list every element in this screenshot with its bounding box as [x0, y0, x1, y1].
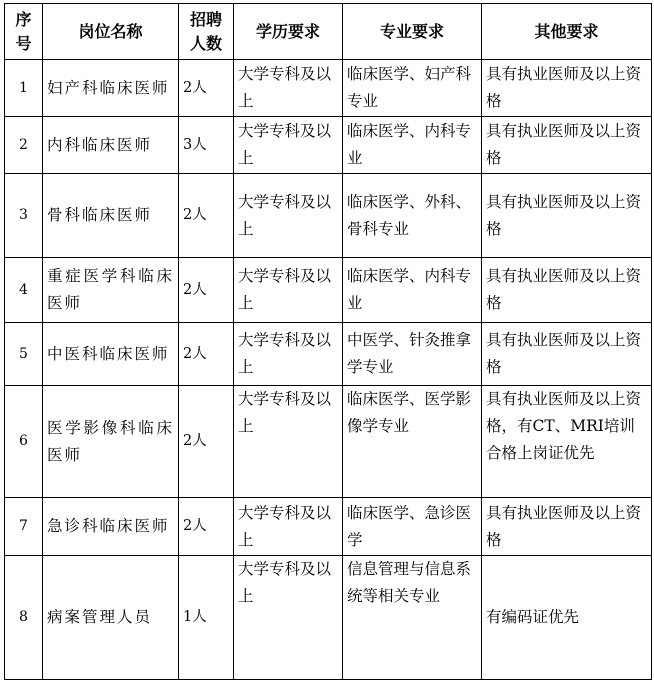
row-count: 2人 — [179, 174, 234, 258]
row-education: 大学专科及以上 — [234, 60, 343, 117]
row-position: 急诊科临床医师 — [43, 498, 179, 556]
header-row — [5, 4, 652, 60]
row-seq: 5 — [5, 323, 43, 386]
row-count: 2人 — [179, 60, 234, 117]
row-other: 具有执业医师及以上资格，有CT、MRI培训合格上岗证优先 — [482, 386, 652, 498]
row-seq: 2 — [5, 117, 43, 174]
table-row — [5, 386, 652, 498]
row-other: 具有执业医师及以上资格 — [482, 174, 652, 258]
header-seq: 序号 — [5, 4, 43, 60]
row-seq: 8 — [5, 556, 43, 680]
row-education: 大学专科及以上 — [234, 323, 343, 386]
table-row — [5, 556, 652, 680]
row-seq: 1 — [5, 60, 43, 117]
header-other: 其他要求 — [482, 4, 652, 60]
row-position: 妇产科临床医师 — [43, 60, 179, 117]
row-other: 具有执业医师及以上资格 — [482, 498, 652, 556]
header-major: 专业要求 — [343, 4, 482, 60]
row-education: 大学专科及以上 — [234, 117, 343, 174]
row-count: 2人 — [179, 258, 234, 323]
row-other: 具有执业医师及以上资格 — [482, 60, 652, 117]
row-major: 临床医学、医学影像学专业 — [343, 386, 482, 498]
row-education: 大学专科及以上 — [234, 556, 343, 680]
row-other: 具有执业医师及以上资格 — [482, 117, 652, 174]
row-position: 重症医学科临床医师 — [43, 258, 179, 323]
row-count: 1人 — [179, 556, 234, 680]
row-position: 中医科临床医师 — [43, 323, 179, 386]
row-other: 有编码证优先 — [482, 556, 652, 680]
header-position: 岗位名称 — [43, 4, 179, 60]
table-row — [5, 323, 652, 386]
row-position: 病案管理人员 — [43, 556, 179, 680]
table-row — [5, 60, 652, 117]
header-education: 学历要求 — [234, 4, 343, 60]
row-count: 2人 — [179, 498, 234, 556]
row-seq: 4 — [5, 258, 43, 323]
row-major: 临床医学、内科专业 — [343, 117, 482, 174]
row-education: 大学专科及以上 — [234, 258, 343, 323]
row-count: 3人 — [179, 117, 234, 174]
row-education: 大学专科及以上 — [234, 386, 343, 498]
row-position: 内科临床医师 — [43, 117, 179, 174]
row-seq: 7 — [5, 498, 43, 556]
table-row — [5, 174, 652, 258]
row-education: 大学专科及以上 — [234, 174, 343, 258]
row-major: 临床医学、内科专业 — [343, 258, 482, 323]
row-position: 骨科临床医师 — [43, 174, 179, 258]
table-row — [5, 258, 652, 323]
table-row — [5, 498, 652, 556]
row-other: 具有执业医师及以上资格 — [482, 323, 652, 386]
row-education: 大学专科及以上 — [234, 498, 343, 556]
row-position: 医学影像科临床医师 — [43, 386, 179, 498]
row-seq: 3 — [5, 174, 43, 258]
row-other: 具有执业医师及以上资格 — [482, 258, 652, 323]
row-major: 临床医学、妇产科专业 — [343, 60, 482, 117]
row-major: 中医学、针灸推拿学专业 — [343, 323, 482, 386]
row-count: 2人 — [179, 323, 234, 386]
row-count: 2人 — [179, 386, 234, 498]
recruitment-table — [4, 3, 652, 680]
table-row — [5, 117, 652, 174]
header-count: 招聘人数 — [179, 4, 234, 60]
row-major: 临床医学、急诊医学 — [343, 498, 482, 556]
row-major: 信息管理与信息系统等相关专业 — [343, 556, 482, 680]
row-seq: 6 — [5, 386, 43, 498]
row-major: 临床医学、外科、骨科专业 — [343, 174, 482, 258]
